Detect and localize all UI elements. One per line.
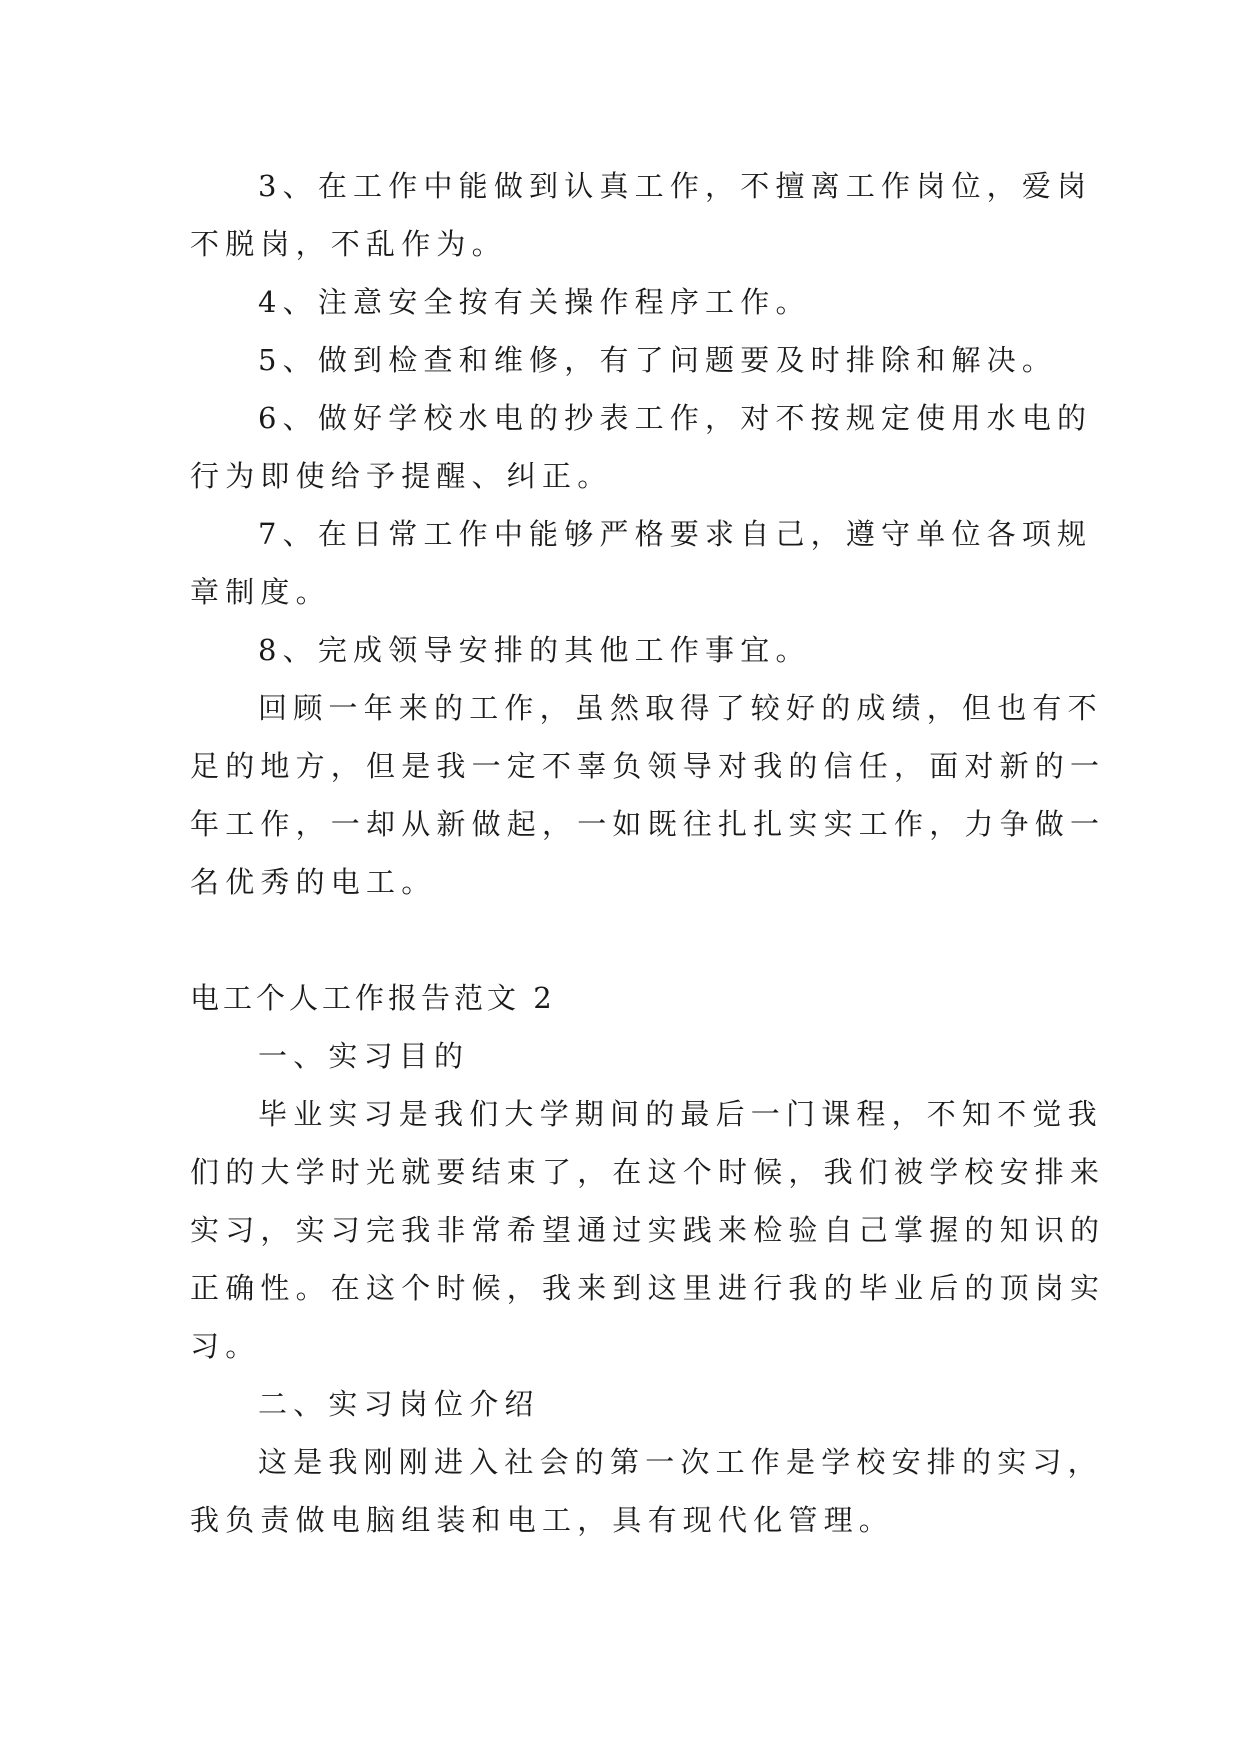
list-item-6-line-1: 6、做好学校水电的抄表工作，对不按规定使用水电的 [258, 401, 1093, 435]
section-heading-2: 二、实习岗位介绍 [258, 1387, 540, 1421]
list-item-4: 4、注意安全按有关操作程序工作。 [258, 285, 811, 319]
summary-paragraph-line-2: 足的地方，但是我一定不辜负领导对我的信任，面对新的一 [190, 749, 1106, 783]
section-1-paragraph-line-2: 们的大学时光就要结束了，在这个时候，我们被学校安排来 [190, 1155, 1106, 1189]
section-heading-1: 一、实习目的 [258, 1039, 470, 1073]
list-item-6-line-2: 行为即使给予提醒、纠正。 [190, 459, 613, 493]
section-2-paragraph-line-2: 我负责做电脑组装和电工，具有现代化管理。 [190, 1503, 895, 1537]
list-item-3-line-2: 不脱岗，不乱作为。 [190, 227, 507, 261]
summary-paragraph-line-3: 年工作，一却从新做起，一如既往扎扎实实工作，力争做一 [190, 807, 1106, 841]
list-item-7-line-1: 7、在日常工作中能够严格要求自己，遵守单位各项规 [258, 517, 1093, 551]
article-title: 电工个人工作报告范文 2 [190, 981, 556, 1015]
summary-paragraph-line-4: 名优秀的电工。 [190, 865, 437, 899]
section-1-paragraph-line-5: 习。 [190, 1329, 261, 1363]
list-item-7-line-2: 章制度。 [190, 575, 331, 609]
section-1-paragraph-line-1: 毕业实习是我们大学期间的最后一门课程，不知不觉我 [258, 1097, 1103, 1131]
list-item-5: 5、做到检查和维修，有了问题要及时排除和解决。 [258, 343, 1058, 377]
section-2-paragraph-line-1: 这是我刚刚进入社会的第一次工作是学校安排的实习， [258, 1445, 1103, 1479]
list-item-8: 8、完成领导安排的其他工作事宜。 [258, 633, 811, 667]
section-1-paragraph-line-4: 正确性。在这个时候，我来到这里进行我的毕业后的顶岗实 [190, 1271, 1106, 1305]
summary-paragraph-line-1: 回顾一年来的工作，虽然取得了较好的成绩，但也有不 [258, 691, 1103, 725]
section-1-paragraph-line-3: 实习，实习完我非常希望通过实践来检验自己掌握的知识的 [190, 1213, 1106, 1247]
list-item-3-line-1: 3、在工作中能做到认真工作，不擅离工作岗位，爱岗 [258, 169, 1093, 203]
